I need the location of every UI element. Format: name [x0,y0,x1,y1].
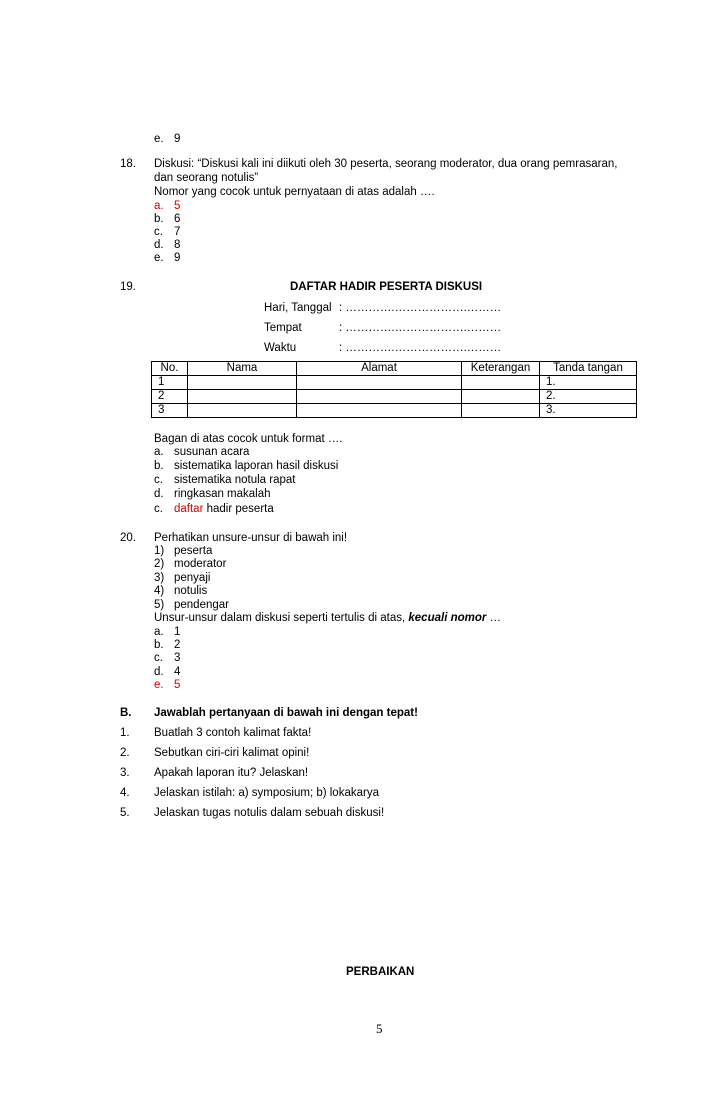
option-label: b. [154,460,164,472]
option-value: 6 [174,213,181,225]
table-header-cell: Nama [188,362,297,376]
field-value: : ………….……………….……… [339,302,502,314]
essay-question-3 [120,767,308,780]
q19-option-d [154,488,271,501]
table-header-row [152,362,637,376]
option-value: hadir peserta [203,503,274,515]
option-value: 9 [174,133,181,145]
table-cell [188,376,297,390]
q20-option-c [154,652,180,665]
table-row [152,376,637,390]
question-number: 5. [120,807,130,819]
option-value: ringkasan makalah [174,488,271,500]
table-cell [297,404,462,418]
q20-item-5 [154,599,229,612]
option-label: e. [154,252,164,264]
option-value: sistematika notula rapat [174,474,296,486]
table-header-cell: Keterangan [462,362,540,376]
table-cell: 3 [152,404,188,418]
field-waktu [264,342,501,355]
q20-option-b [154,639,180,652]
question-text: Jelaskan tugas notulis dalam sebuah diskusi! [154,807,385,819]
item-value: peserta [174,545,213,557]
item-label: 5) [154,599,165,611]
table-cell [297,390,462,404]
perbaikan-heading: PERBAIKAN [346,966,415,978]
item-value: notulis [174,585,208,597]
option-label: e. [154,133,164,145]
field-hari-tanggal [264,302,501,315]
attendance-table [151,361,637,418]
table-cell: 2. [540,390,637,404]
option-value: 9 [174,252,181,264]
table-header-cell: Tanda tangan [540,362,637,376]
q20-option-e [154,679,180,692]
page-number: 5 [376,1021,383,1036]
option-label: a. [154,200,164,212]
option-value: 7 [174,226,181,238]
q18-line2: dan seorang notulis” [154,172,259,184]
question-number: 1. [120,727,130,739]
q20-item-1 [154,545,212,558]
q19-option-c [154,474,295,487]
table-row [152,404,637,418]
question-number: 3. [120,767,130,779]
option-label: c. [154,474,163,486]
q18-number: 18. [120,158,136,170]
option-label: e. [154,679,164,691]
q20-number: 20. [120,532,136,544]
q18-option-a [154,200,180,213]
option-label: c. [154,652,163,664]
table-cell [462,404,540,418]
option-value: 5 [174,679,181,691]
q19-title: DAFTAR HADIR PESERTA DISKUSI [290,281,483,293]
option-value: 8 [174,239,181,251]
option-label: b. [154,639,164,651]
option-label: c. [154,226,163,238]
field-value: : ………….……………….……… [339,342,502,354]
item-label: 2) [154,558,165,570]
table-header-cell: Alamat [297,362,462,376]
essay-question-2 [120,747,309,760]
option-value: 3 [174,652,181,664]
q19-prompt: Bagan di atas cocok untuk format …. [154,433,343,445]
option-label: a. [154,446,164,458]
option-label: d. [154,239,164,251]
option-label: b. [154,213,164,225]
option-label: d. [154,666,164,678]
table-cell [297,376,462,390]
table-cell: 2 [152,390,188,404]
item-label: 4) [154,585,165,597]
question-number: 2. [120,747,130,759]
essay-question-1 [120,727,311,740]
question-text: Apakah laporan itu? Jelaskan! [154,767,309,779]
option-value: 5 [174,200,181,212]
prompt-text: Unsur-unsur dalam diskusi seperti tertulis di atas, [154,612,409,624]
table-cell [462,376,540,390]
field-label: Waktu [264,342,297,354]
q18-option-d [154,239,180,252]
field-tempat [264,322,501,335]
q20-option-a [154,626,180,639]
field-label: Hari, Tanggal [264,302,332,314]
table-row [152,390,637,404]
prompt-end: … [486,612,502,624]
option-value: 4 [174,666,181,678]
item-label: 3) [154,572,165,584]
q17-option-e [154,133,180,146]
option-value: 1 [174,626,181,638]
question-text: Jelaskan istilah: a) symposium; b) lokakarya [154,787,379,799]
option-value: 2 [174,639,181,651]
item-value: pendengar [174,599,229,611]
prompt-emphasis: kecuali nomor [408,612,487,624]
question-number: 4. [120,787,130,799]
option-value: susunan acara [174,446,250,458]
option-value-highlight: daftar [174,503,204,515]
q19-number: 19. [120,281,136,293]
q18-prompt: Nomor yang cocok untuk pernyataan di atas adalah …. [154,186,435,198]
table-cell [188,404,297,418]
section-b-label: B. [120,707,132,719]
q19-option-e [154,503,274,516]
q19-option-b [154,460,338,473]
table-cell: 3. [540,404,637,418]
section-b-title: Jawablah pertanyaan di bawah ini dengan tepat! [154,707,418,719]
q20-item-2 [154,558,226,571]
item-value: penyaji [174,572,211,584]
q18-option-e [154,252,180,265]
essay-question-5 [120,807,384,820]
table-cell [462,390,540,404]
q20-intro: Perhatikan unsure-unsur di bawah ini! [154,532,348,544]
essay-question-4 [120,787,379,800]
question-text: Sebutkan ciri-ciri kalimat opini! [154,747,310,759]
q18-line1: Diskusi: “Diskusi kali ini diikuti oleh 30 peserta, seorang moderator, dua orang pemrasaran, [154,158,618,170]
option-label: c. [154,503,163,515]
q20-item-4 [154,585,207,598]
option-label: a. [154,626,164,638]
q18-option-b [154,213,180,226]
q20-item-3 [154,572,210,585]
q20-prompt [154,612,501,625]
option-value: sistematika laporan hasil diskusi [174,460,339,472]
table-cell [188,390,297,404]
item-label: 1) [154,545,165,557]
q18-option-c [154,226,180,239]
item-value: moderator [174,558,227,570]
table-cell: 1 [152,376,188,390]
field-label: Tempat [264,322,302,334]
table-cell: 1. [540,376,637,390]
field-value: : ………….……………….……… [339,322,502,334]
q19-option-a [154,446,249,459]
q20-option-d [154,666,180,679]
question-text: Buatlah 3 contoh kalimat fakta! [154,727,312,739]
table-header-cell: No. [152,362,188,376]
option-label: d. [154,488,164,500]
